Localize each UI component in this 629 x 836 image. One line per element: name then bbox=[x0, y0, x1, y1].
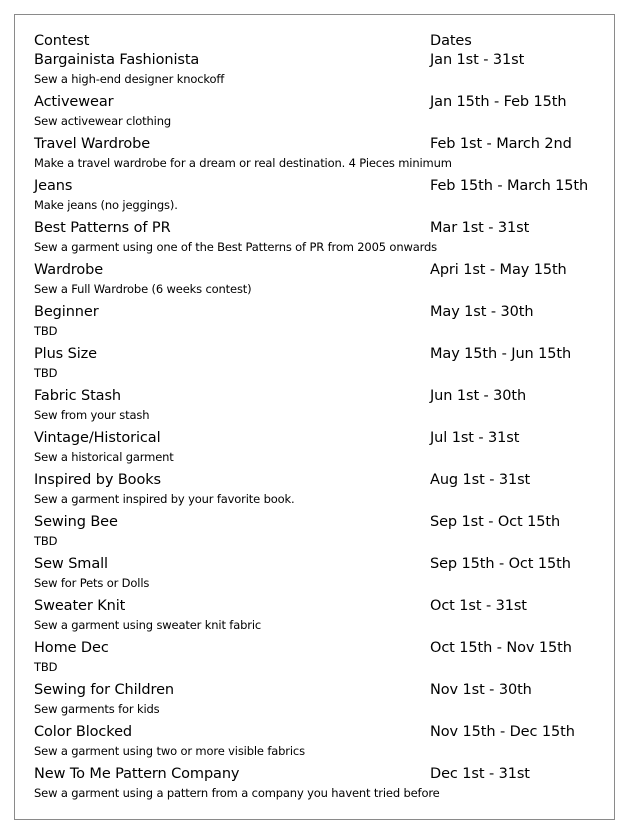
contest-description: Sew a garment inspired by your favorite book. bbox=[34, 492, 295, 506]
contest-dates: Dec 1st - 31st bbox=[430, 766, 530, 782]
contest-title-row bbox=[34, 259, 604, 281]
contest-name: Travel Wardrobe bbox=[34, 136, 151, 152]
contest-entry bbox=[34, 175, 604, 217]
contest-entry bbox=[34, 259, 604, 301]
contest-title-row bbox=[34, 553, 604, 575]
contest-name: Wardrobe bbox=[34, 262, 104, 278]
contest-entry bbox=[34, 553, 604, 595]
contest-dates: May 15th - Jun 15th bbox=[430, 346, 572, 362]
contest-entry bbox=[34, 385, 604, 427]
contest-dates: Oct 1st - 31st bbox=[430, 598, 527, 614]
contest-entry bbox=[34, 217, 604, 259]
contest-entry bbox=[34, 511, 604, 553]
dates-column-header: Dates bbox=[430, 33, 472, 49]
contest-name: Best Patterns of PR bbox=[34, 220, 171, 236]
contest-name: Sewing Bee bbox=[34, 514, 118, 530]
contest-dates: Jan 1st - 31st bbox=[430, 52, 525, 68]
contest-entry bbox=[34, 343, 604, 385]
contest-title-row bbox=[34, 511, 604, 533]
contest-list bbox=[34, 49, 604, 805]
contest-title-row bbox=[34, 385, 604, 407]
contest-dates: Jan 15th - Feb 15th bbox=[430, 94, 567, 110]
contest-dates: Sep 15th - Oct 15th bbox=[430, 556, 571, 572]
contest-name: New To Me Pattern Company bbox=[34, 766, 240, 782]
contest-dates: Jun 1st - 30th bbox=[430, 388, 527, 404]
contest-description: Sew from your stash bbox=[34, 408, 150, 422]
contest-entry bbox=[34, 469, 604, 511]
contest-description: Sew for Pets or Dolls bbox=[34, 576, 150, 590]
contest-title-row bbox=[34, 637, 604, 659]
contest-name: Sew Small bbox=[34, 556, 108, 572]
contest-description: Make a travel wardrobe for a dream or real destination. 4 Pieces minimum bbox=[34, 156, 452, 170]
contest-title-row bbox=[34, 301, 604, 323]
contest-name: Sewing for Children bbox=[34, 682, 174, 698]
contest-name: Plus Size bbox=[34, 346, 97, 362]
contest-entry bbox=[34, 595, 604, 637]
contest-dates: Jul 1st - 31st bbox=[430, 430, 520, 446]
contest-name: Fabric Stash bbox=[34, 388, 121, 404]
contest-description: Sew a garment using sweater knit fabric bbox=[34, 618, 262, 632]
contest-description: Sew a garment using a pattern from a company you havent tried before bbox=[34, 786, 440, 800]
contest-dates: Oct 15th - Nov 15th bbox=[430, 640, 572, 656]
contest-name: Jeans bbox=[34, 178, 73, 194]
contest-dates: Feb 15th - March 15th bbox=[430, 178, 589, 194]
contest-description: Make jeans (no jeggings). bbox=[34, 198, 178, 212]
contest-entry bbox=[34, 49, 604, 91]
contest-entry bbox=[34, 637, 604, 679]
contest-entry bbox=[34, 133, 604, 175]
contest-column-header: Contest bbox=[34, 33, 90, 49]
contest-description: Sew activewear clothing bbox=[34, 114, 171, 128]
contest-description: TBD bbox=[34, 324, 58, 338]
contest-dates: Nov 15th - Dec 15th bbox=[430, 724, 575, 740]
contest-title-row bbox=[34, 217, 604, 239]
contest-name: Color Blocked bbox=[34, 724, 132, 740]
contest-description: Sew a Full Wardrobe (6 weeks contest) bbox=[34, 282, 252, 296]
contest-title-row bbox=[34, 679, 604, 701]
contest-dates: Feb 1st - March 2nd bbox=[430, 136, 572, 152]
contest-description: Sew a high-end designer knockoff bbox=[34, 72, 225, 86]
contest-description: Sew a garment using two or more visible fabrics bbox=[34, 744, 305, 758]
contest-entry bbox=[34, 91, 604, 133]
contest-description: TBD bbox=[34, 366, 58, 380]
table-header bbox=[34, 28, 604, 49]
contest-description: TBD bbox=[34, 660, 58, 674]
contest-dates: Apri 1st - May 15th bbox=[430, 262, 567, 278]
contest-name: Beginner bbox=[34, 304, 99, 320]
contest-name: Sweater Knit bbox=[34, 598, 126, 614]
contest-description: TBD bbox=[34, 534, 58, 548]
contest-dates: May 1st - 30th bbox=[430, 304, 534, 320]
contest-dates: Sep 1st - Oct 15th bbox=[430, 514, 561, 530]
contest-title-row bbox=[34, 49, 604, 71]
contest-title-row bbox=[34, 469, 604, 491]
contest-dates: Mar 1st - 31st bbox=[430, 220, 530, 236]
contest-name: Bargainista Fashionista bbox=[34, 52, 200, 68]
contest-table bbox=[34, 28, 604, 805]
contest-name: Home Dec bbox=[34, 640, 109, 656]
contest-name: Inspired by Books bbox=[34, 472, 161, 488]
contest-name: Activewear bbox=[34, 94, 114, 110]
contest-description: Sew a garment using one of the Best Patterns of PR from 2005 onwards bbox=[34, 240, 437, 254]
contest-name: Vintage/Historical bbox=[34, 430, 161, 446]
contest-title-row bbox=[34, 763, 604, 785]
contest-title-row bbox=[34, 595, 604, 617]
contest-title-row bbox=[34, 427, 604, 449]
contest-dates: Nov 1st - 30th bbox=[430, 682, 532, 698]
contest-entry bbox=[34, 427, 604, 469]
contest-title-row bbox=[34, 721, 604, 743]
contest-description: Sew a historical garment bbox=[34, 450, 174, 464]
contest-entry bbox=[34, 679, 604, 721]
contest-title-row bbox=[34, 343, 604, 365]
contest-entry bbox=[34, 763, 604, 805]
contest-entry bbox=[34, 301, 604, 343]
contest-title-row bbox=[34, 175, 604, 197]
contest-title-row bbox=[34, 91, 604, 113]
contest-dates: Aug 1st - 31st bbox=[430, 472, 531, 488]
contest-description: Sew garments for kids bbox=[34, 702, 160, 716]
contest-entry bbox=[34, 721, 604, 763]
contest-title-row bbox=[34, 133, 604, 155]
